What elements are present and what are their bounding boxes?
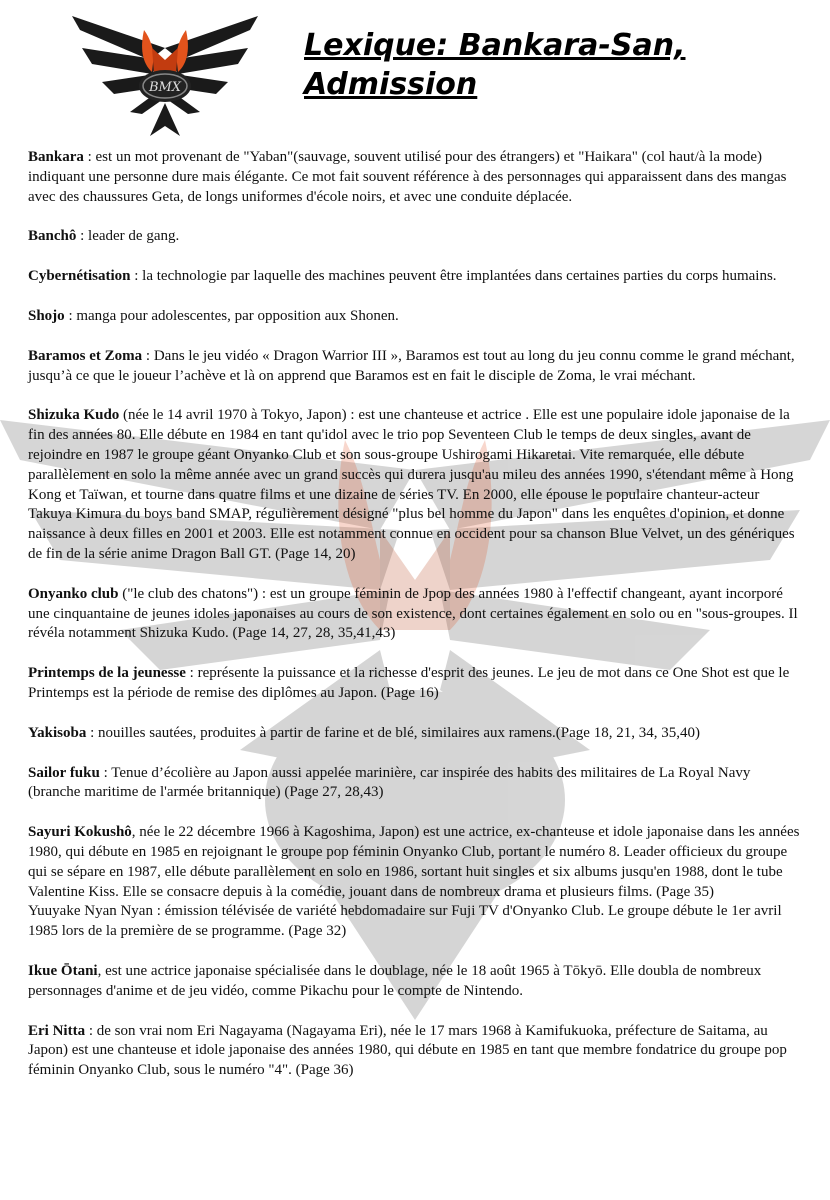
entry-term: Onyanko club (28, 585, 119, 602)
entry-text: , née le 22 décembre 1966 à Kagoshima, Japon) est une actrice, ex-chanteuse et idole japonaise dans les années 1980, qui débute en 1985 en rejoignant le groupe pop féminin Onyanko Club, portant le numéro 8. Leader officieux du groupe qui se sépare en 1987, elle débute parallèlement en solo en 1986, sortant huit singles et six albums jusqu'en 1988, dont le tube Valentine Kiss. Elle se consacre depuis à la comédie, jouant dans de nombreux drama et plusieurs films. (Page 35) (28, 824, 800, 900)
entry-text: : la technologie par laquelle des machines peuvent être implantées dans certaines parties du corps humains. (130, 268, 777, 285)
entry-term: Sayuri Kokushô (28, 824, 132, 841)
glossary-entry-shizuka-kudo (28, 406, 804, 564)
entry-text: : de son vrai nom Eri Nagayama (Nagayama Eri), née le 17 mars 1968 à Kamifukuoka, préfecture de Saitama, au Japon) est une chanteuse et idole japonaise des années 1980, qui débute en 1985 en tant que membre fondatrice du groupe pop féminin Onyanko Club, sous le numéro "4". (Page 36) (28, 1022, 787, 1079)
glossary-entry-ikue-otani (28, 962, 804, 1002)
glossary-entry-onyanko-club (28, 585, 804, 644)
entry-term: Cybernétisation (28, 268, 131, 285)
glossary-entry-eri-nitta (28, 1022, 804, 1081)
entry-term: Eri Nitta (28, 1022, 86, 1039)
entry-text: : leader de gang. (76, 228, 180, 245)
entry-term: Shojo (28, 307, 65, 324)
glossary-entry-printemps (28, 664, 804, 704)
glossary-entry-sailor-fuku (28, 764, 804, 804)
glossary-entry-shojo (28, 307, 804, 327)
entry-text: : est un mot provenant de "Yaban"(sauvage, souvent utilisé pour des étrangers) et "Haikara" (col haut/à la mode) indiquant une personne dure mais élégante. Ce mot fait souvent référence à des personnages qui apparaissent dans des mangas avec des chaussures Geta, de longs uniformes d'école noirs, et avec une conduite déplacée. (28, 149, 787, 205)
entry-text: : nouilles sautées, produites à partir de farine et de blé, similaires aux ramens.(Page 18, 21, 34, 35,40) (86, 724, 700, 741)
title-line-2: Admission (304, 67, 478, 102)
entry-text: ("le club des chatons") : est un groupe féminin de Jpop des années 1980 à l'effectif changeant, ayant incorporé une cinquantaine de jeunes idoles japonaises au cours de son existence, dont certaines également en solo ou en "sous-groupes. Il révéla notamment Shizuka Kudo. (Page 14, 27, 28, 35,41,43) (28, 585, 798, 642)
entry-text: : représente la puissance et la richesse d'esprit des jeunes. Le jeu de mot dans ce One Shot est que le Printemps est la période de remise des diplômes au Japon. (Page 16) (28, 665, 790, 701)
entry-text: : manga pour adolescentes, par opposition aux Shonen. (64, 307, 399, 324)
entry-text: , est une actrice japonaise spécialisée dans le doublage, née le 18 août 1965 à Tōkyō. Elle doubla de nombreux personnages d'anime et de jeu vidéo, comme Pikachu pour le compte de Nintendo. (28, 962, 762, 999)
glossary-entry-yakisoba (28, 724, 804, 744)
entry-term: Ikue Ōtani (28, 962, 98, 979)
entry-term: Shizuka Kudo (28, 407, 120, 424)
page-title (304, 26, 685, 104)
glossary-entry-baramos-zoma (28, 347, 804, 387)
entry-term: Sailor fuku (28, 764, 100, 781)
glossary-entry-cybernetisation (28, 267, 804, 287)
entry-term: Printemps de la jeunesse (28, 665, 186, 682)
entry-term: Yakisoba (28, 724, 87, 741)
entry-text: (née le 14 avril 1970 à Tokyo, Japon) : est une chanteuse et actrice . Elle est une populaire idole japonaise de la fin des années 80. Elle débute en 1984 en tant qu'idol avec le trio pop Seventeen Club le temps de deux singles, avant de rejoindre en 1987 le groupe géant Onyanko Club et son sous-groupe Ushirogami Hikaretai. Vite remarquée, elle débute parallèlement en solo la même année avec un grand succès qui durera jusqu'au mileu des années 1990, s'étendant même à Hong Kong et Taïwan, et tourne dans quatre films et une dizaine de séries TV. En 2000, elle épouse le populaire chanteur-acteur Takuya Kimura du boys band SMAP, régulièrement désigné "plus bel homme du Japon" dans les enquêtes d'opinion, et donne naissance à deux filles en 2001 et 2003. Elle est notamment connue en occident pour sa chanson Blue Velvet, un des génériques de fin de la série anime Dragon Ball GT. (Page 14, 20) (28, 407, 795, 562)
glossary-entry-bankara (28, 148, 804, 207)
entry-term: Banchô (28, 228, 77, 245)
glossary-entry-bancho (28, 227, 804, 247)
logo-text: BMX (148, 80, 182, 95)
title-line-1: Lexique: Bankara-San, (304, 28, 686, 63)
entry-term: Bankara (28, 149, 84, 165)
glossary-entry-sayuri-kokusho (28, 823, 804, 902)
bmx-winged-logo (70, 8, 260, 138)
entry-term: Baramos et Zoma (28, 347, 143, 364)
entry-text: : Dans le jeu vidéo « Dragon Warrior III », Baramos est tout au long du jeu connu comme le grand méchant, jusqu’à ce que le joueur l’achève et là on apprend que Baramos est en fait le disciple de Zoma, le vrai méchant. (28, 347, 795, 384)
entry-text: : Tenue d’écolière au Japon aussi appelée marinière, car inspirée des habits des militaires de La Royal Navy (branche maritime de l'armée britannique) (Page 27, 28,43) (28, 764, 751, 801)
glossary-entry-yuuyake-nyan-nyan: Yuuyake Nyan Nyan : émission télévisée de variété hebdomadaire sur Fuji TV d'Onyanko Club. Le groupe débute le 1er avril 1985 lors de la première de se programme. (Page 32) (28, 903, 782, 940)
glossary-list (28, 148, 804, 1081)
